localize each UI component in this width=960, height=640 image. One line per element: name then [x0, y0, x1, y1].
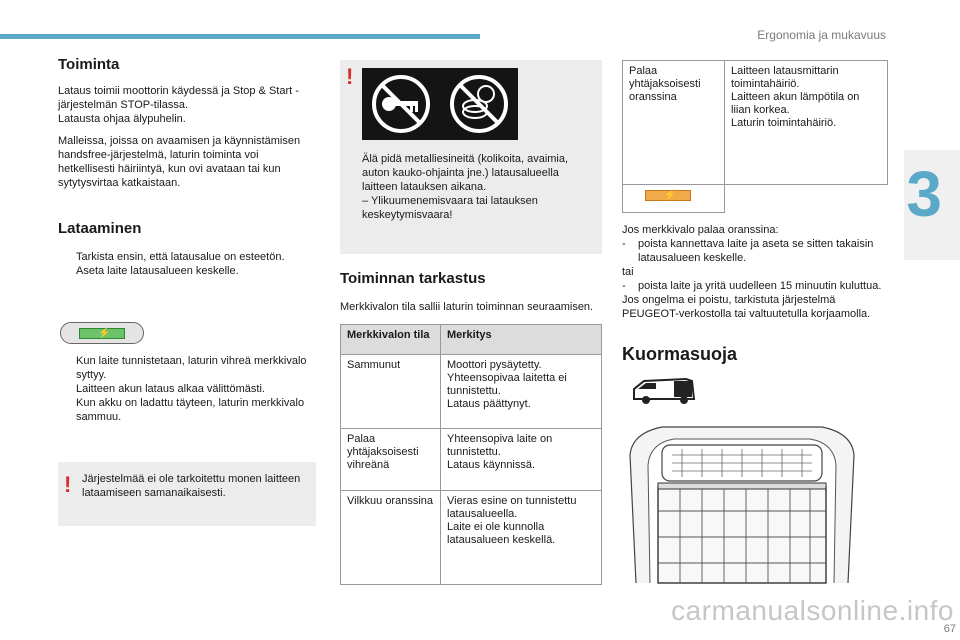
metal-warning-text: Älä pidä metalliesineitä (kolikoita, avaimia, auton kauko-ohjainta jne.) latausalueella laitteen latauksen aikana. – Ylikuumenemisvaara tai latauksen keskeytymisvaara! [362, 153, 569, 221]
metal-objects-warning [340, 60, 602, 254]
dash-text: poista kannettava laite ja aseta se sitten takaisin latausalueen keskelle. [638, 238, 874, 264]
lataaminen-bullets [58, 250, 316, 278]
dash-item [622, 237, 888, 265]
table-row [341, 429, 602, 491]
column-right [622, 60, 888, 589]
table-cell: Vilkkuu oranssina [341, 491, 441, 585]
warning-text: Järjestelmää ei ole tarkoitettu monen laitteen lataamiseen samanaikaisesti. [82, 473, 301, 499]
toiminta-paragraph-1: Lataus toimii moottorin käydessä ja Stop & Start -järjestelmän STOP-tilassa. Latausta ohjaa älypuhelin. [58, 85, 299, 125]
bullet-text: Kun akku on ladattu täyteen, laturin merkkivalo sammuu. [76, 397, 305, 423]
bullet-item [58, 382, 316, 396]
orange-intro: Jos merkkivalo palaa oranssina: [622, 224, 779, 236]
page-number: 67 [943, 623, 956, 635]
multi-device-warning [58, 462, 316, 526]
heading-toiminta: Toiminta [58, 56, 120, 73]
warning-icon: ! [64, 472, 72, 497]
table-row [341, 491, 602, 585]
orange-outro: Jos ongelma ei poistu, tarkistuta järjestelmä PEUGEOT-verkostolla tai valtuutetulla korjaamolla. [622, 294, 871, 320]
cargo-area-illustration [622, 415, 862, 585]
bullet-item [58, 264, 316, 278]
table-header: Merkkivalon tila [341, 325, 441, 355]
top-accent-bar [0, 34, 480, 39]
table-header: Merkitys [441, 325, 602, 355]
table-cell: Moottori pysäytetty. Yhteensopivaa laitetta ei tunnistettu. Lataus päättynyt. [441, 355, 602, 429]
bullet-text: Tarkista ensin, että latausalue on esteetön. [76, 251, 285, 263]
green-indicator-icon: ⚡ [60, 322, 144, 344]
dash-item [622, 279, 888, 293]
watermark: carmanualsonline.info [671, 595, 954, 626]
status-table-continued [622, 60, 888, 213]
heading-lataaminen: Lataaminen [58, 220, 142, 237]
section-title: Ergonomia ja mukavuus [757, 28, 886, 42]
status-table [340, 324, 602, 585]
table-header-row [341, 325, 602, 355]
bullet-item [58, 250, 316, 264]
dash-marker: - [622, 280, 626, 292]
no-coins-icon [362, 68, 518, 140]
warning-icon: ! [346, 64, 354, 89]
table-cell: Vieras esine on tunnistettu latausalueella. Laite ei ole kunnolla latausalueen keskellä. [441, 491, 602, 585]
van-icon [630, 375, 700, 407]
or-word: tai [622, 266, 634, 278]
orange-indicator-icon: ⚡ [625, 187, 709, 205]
dash-text: poista laite ja yritä uudelleen 15 minuutin kuluttua. [638, 280, 882, 292]
table-row [623, 61, 888, 185]
orange-instructions [622, 223, 888, 321]
table-row [341, 355, 602, 429]
bullet-text: Laitteen akun lataus alkaa välittömästi. [76, 383, 265, 395]
table-cell: Yhteensopiva laite on tunnistettu. Lataus käynnissä. [441, 429, 602, 491]
table-cell: Palaa yhtäjaksoisesti vihreänä [341, 429, 441, 491]
chapter-number: 3 [906, 158, 942, 230]
table-row [623, 185, 888, 213]
table-cell: Palaa yhtäjaksoisesti oranssina [623, 61, 725, 185]
prohibition-pictogram [362, 68, 518, 140]
bullet-item [58, 354, 316, 382]
column-left [58, 56, 316, 526]
table-cell: Sammunut [341, 355, 441, 429]
indicator-bullets [58, 354, 316, 424]
table-cell [623, 185, 725, 213]
heading-kuormasuoja: Kuormasuoja [622, 344, 738, 364]
bullet-text: Aseta laite latausalueen keskelle. [76, 265, 239, 277]
column-middle [340, 60, 602, 585]
toiminta-paragraph-2: Malleissa, joissa on avaamisen ja käynnistämisen handsfree-järjestelmä, laturin toiminta voi hetkellisesti häiriintyä, kun ovi avataan tai kun sytytysvirtaa katkaistaan. [58, 135, 301, 189]
heading-toiminnan-tarkastus: Toiminnan tarkastus [340, 270, 486, 287]
tarkastus-intro: Merkkivalon tila sallii laturin toiminnan seuraamisen. [340, 301, 594, 313]
bullet-item [58, 396, 316, 424]
table-cell: Laitteen latausmittarin toimintahäiriö. Laitteen akun lämpötila on liian korkea. Laturin toimintahäiriö. [725, 61, 888, 185]
dash-marker: - [622, 238, 626, 250]
bullet-text: Kun laite tunnistetaan, laturin vihreä merkkivalo syttyy. [76, 355, 307, 381]
